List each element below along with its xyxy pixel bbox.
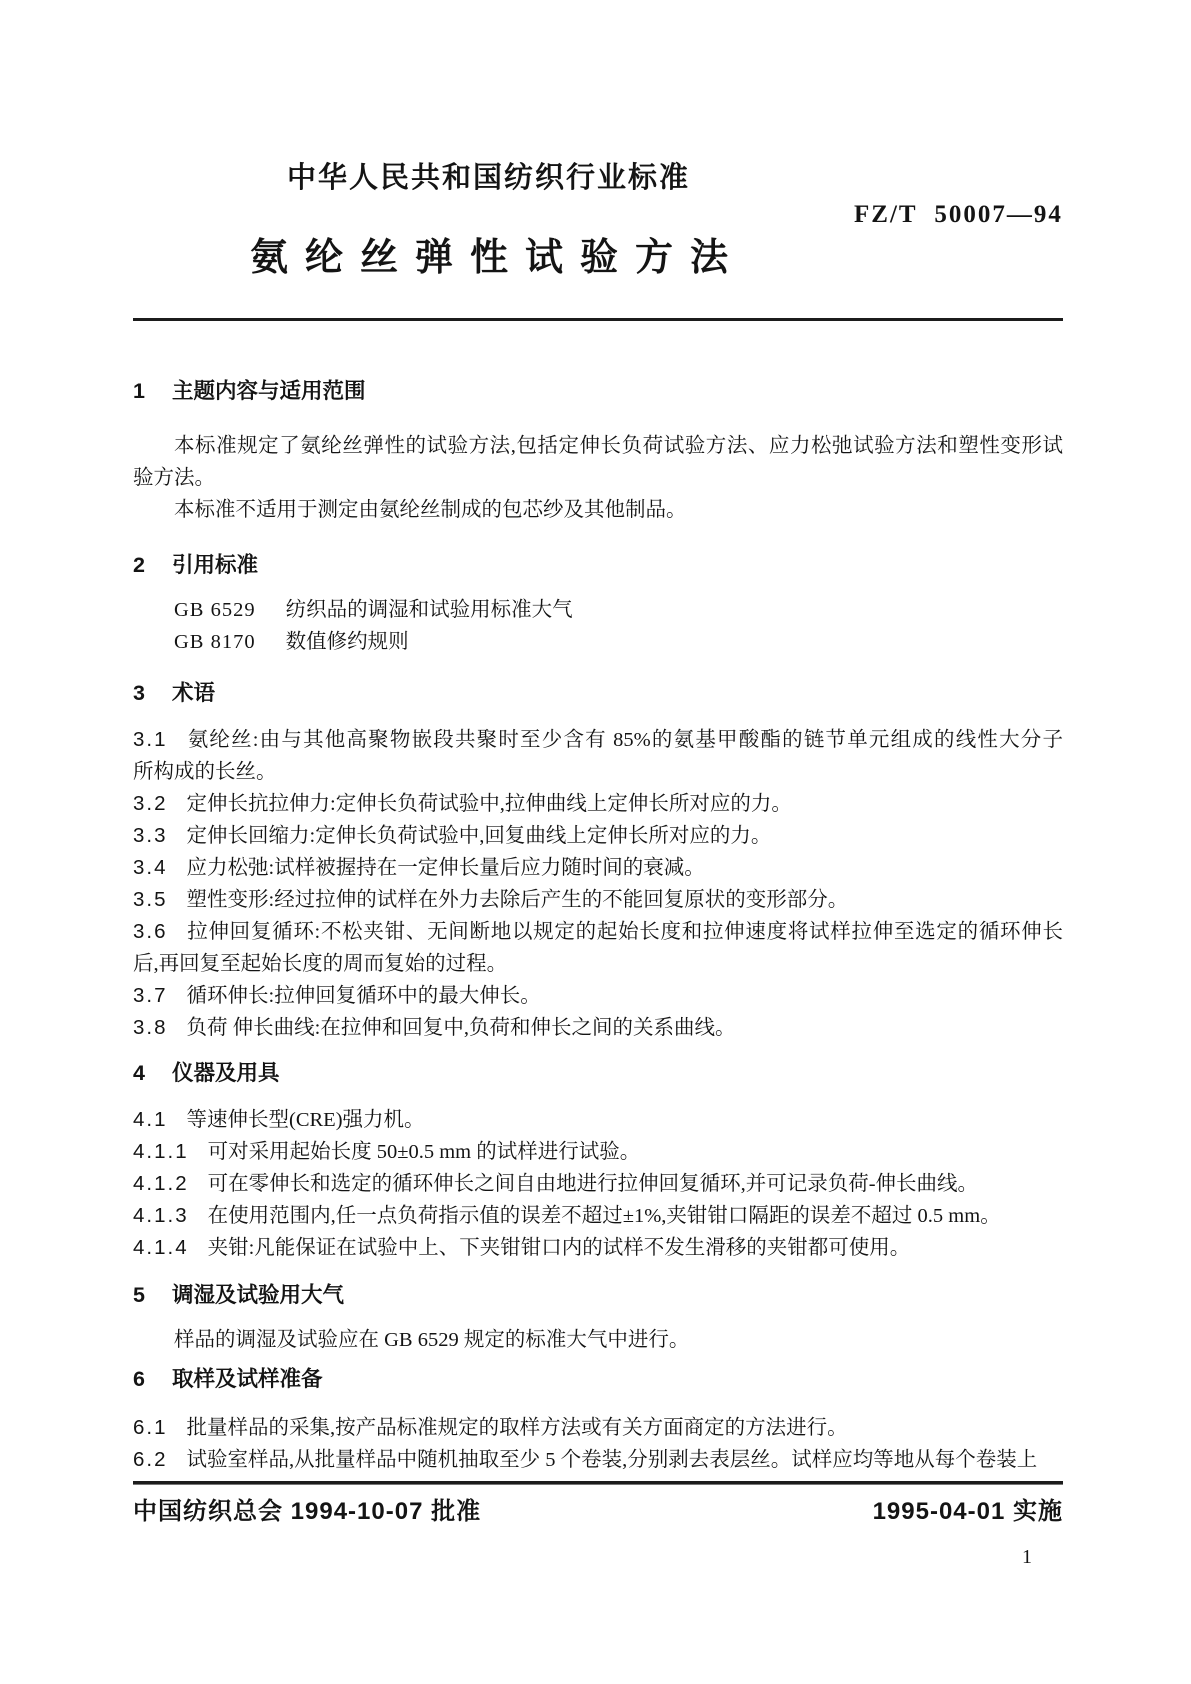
clause-text: 批量样品的采集,按产品标准规定的取样方法或有关方面商定的方法进行。 [186,1417,848,1439]
clause-number: 3.6 [133,920,168,943]
clause-number: 3.8 [133,1016,168,1039]
clause-line [133,724,1063,756]
clause-text: 定伸长回缩力:定伸长负荷试验中,回复曲线上定伸长所对应的力。 [186,825,772,847]
section-heading-scope [133,378,1063,404]
document-title: 氨纶丝弹性试验方法 [250,237,746,279]
paragraph: 样品的调湿及试验应在 GB 6529 规定的标准大气中进行。 [174,1329,690,1351]
document-body [133,378,1063,1476]
paragraph [133,430,1063,494]
clause-text: 塑性变形:经过拉伸的试样在外力去除后产生的不能回复原状的变形部分。 [186,889,849,911]
section-heading-text: 调湿及试验用大气 [171,1283,344,1307]
clause-line: 后,再回复至起始长度的周而复始的过程。 [133,953,508,975]
reference-title: 纺织品的调湿和试验用标准大气 [285,599,573,621]
clause-text: 可在零伸长和选定的循环伸长之间自由地进行拉伸回复循环,并可记录负荷-伸长曲线。 [207,1173,979,1195]
clause-number: 3.3 [133,824,168,847]
clause-4-1-2 [133,1168,1063,1200]
clause-3-4 [133,852,1063,884]
clause-text: 氨纶丝:由与其他高聚物嵌段共聚时至少含有 85%的氨基甲酸酯的链节单元组成的线性大分子 [186,729,1063,751]
clause-text: 在使用范围内,任一点负荷指示值的误差不超过±1%,夹钳钳口隔距的误差不超过 0.5 mm。 [207,1205,1001,1227]
clause-4-1-4 [133,1232,1063,1264]
clause-number: 6.1 [133,1416,168,1439]
clause-3-6 [133,916,1063,980]
reference-title: 数值修约规则 [285,631,409,653]
reference-code: GB 6529 [174,599,256,621]
section-heading-text: 仪器及用具 [171,1061,280,1085]
clause-number: 4.1 [133,1108,168,1131]
clause-3-2 [133,788,1063,820]
clause-3-5 [133,884,1063,916]
approval-statement: 中国纺织总会 1994-10-07 批准 [133,1498,482,1525]
clause-3-1 [133,724,1063,788]
section-number: 2 [133,553,146,577]
clause-text: 夹钳:凡能保证在试验中上、下夹钳钳口内的试样不发生滑移的夹钳都可使用。 [207,1237,911,1259]
section-heading-sampling [133,1366,1063,1392]
section-heading-atmosphere [133,1282,1063,1308]
clause-number: 6.2 [133,1448,168,1471]
section-number: 3 [133,681,146,705]
clause-text: 循环伸长:拉伸回复循环中的最大伸长。 [186,985,541,1007]
clause-number: 4.1.2 [133,1172,189,1195]
standard-number: FZ/T 50007—94 [854,201,1063,228]
clause-number: 4.1.1 [133,1140,189,1163]
section-number: 1 [133,379,146,403]
clause-3-7 [133,980,1063,1012]
clause-4-1-3 [133,1200,1063,1232]
section-heading-apparatus [133,1060,1063,1086]
clause-3-8 [133,1012,1063,1044]
clause-text: 试验室样品,从批量样品中随机抽取至少 5 个卷装,分别剥去表层丝。试样应均等地从每个卷装上 [186,1449,1038,1471]
clause-number: 3.5 [133,888,168,911]
section-number: 4 [133,1061,146,1085]
clause-text: 应力松弛:试样被握持在一定伸长量后应力随时间的衰减。 [186,857,705,879]
clause-number: 4.1.3 [133,1204,189,1227]
paragraph-line: 验方法。 [133,467,215,489]
clause-text: 拉伸回复循环:不松夹钳、无间断地以规定的起始长度和拉伸速度将试样拉伸至选定的循环伸长 [186,921,1063,943]
clause-text: 可对采用起始长度 50±0.5 mm 的试样进行试验。 [207,1141,641,1163]
page-number: 1 [1022,1546,1032,1568]
section-number: 6 [133,1367,146,1391]
reference-code: GB 8170 [174,631,256,653]
footer-rule [133,1481,1063,1485]
clause-text: 定伸长抗拉伸力:定伸长负荷试验中,拉伸曲线上定伸长所对应的力。 [186,793,792,815]
clause-3-3 [133,820,1063,852]
reference-item [133,594,1063,626]
paragraph: 本标准不适用于测定由氨纶丝制成的包芯纱及其他制品。 [174,499,687,521]
section-number: 5 [133,1283,146,1307]
reference-item [133,626,1063,658]
clause-text: 负荷 伸长曲线:在拉伸和回复中,负荷和伸长之间的关系曲线。 [186,1017,736,1039]
section-heading-text: 主题内容与适用范围 [171,379,366,403]
document-category-header: 中华人民共和国纺织行业标准 [287,162,691,194]
clause-number: 3.1 [133,728,168,751]
clause-number: 3.7 [133,984,168,1007]
clause-line: 所构成的长丝。 [133,761,277,783]
clause-number: 4.1.4 [133,1236,189,1259]
header-rule [133,318,1063,321]
clause-6-1 [133,1412,1063,1444]
section-heading-text: 术语 [171,681,215,705]
clause-text: 等速伸长型(CRE)强力机。 [186,1109,425,1131]
clause-4-1 [133,1104,1063,1136]
clause-line [133,916,1063,948]
clause-number: 3.4 [133,856,168,879]
clause-number: 3.2 [133,792,168,815]
implementation-statement: 1995-04-01 实施 [872,1498,1063,1525]
section-heading-references [133,552,1063,578]
paragraph-line: 本标准规定了氨纶丝弹性的试验方法,包括定伸长负荷试验方法、应力松弛试验方法和塑性变形试 [174,435,1063,457]
section-heading-text: 取样及试样准备 [171,1367,323,1391]
section-heading-text: 引用标准 [171,553,258,577]
clause-4-1-1 [133,1136,1063,1168]
clause-6-2 [133,1444,1063,1476]
section-heading-terms [133,680,1063,706]
